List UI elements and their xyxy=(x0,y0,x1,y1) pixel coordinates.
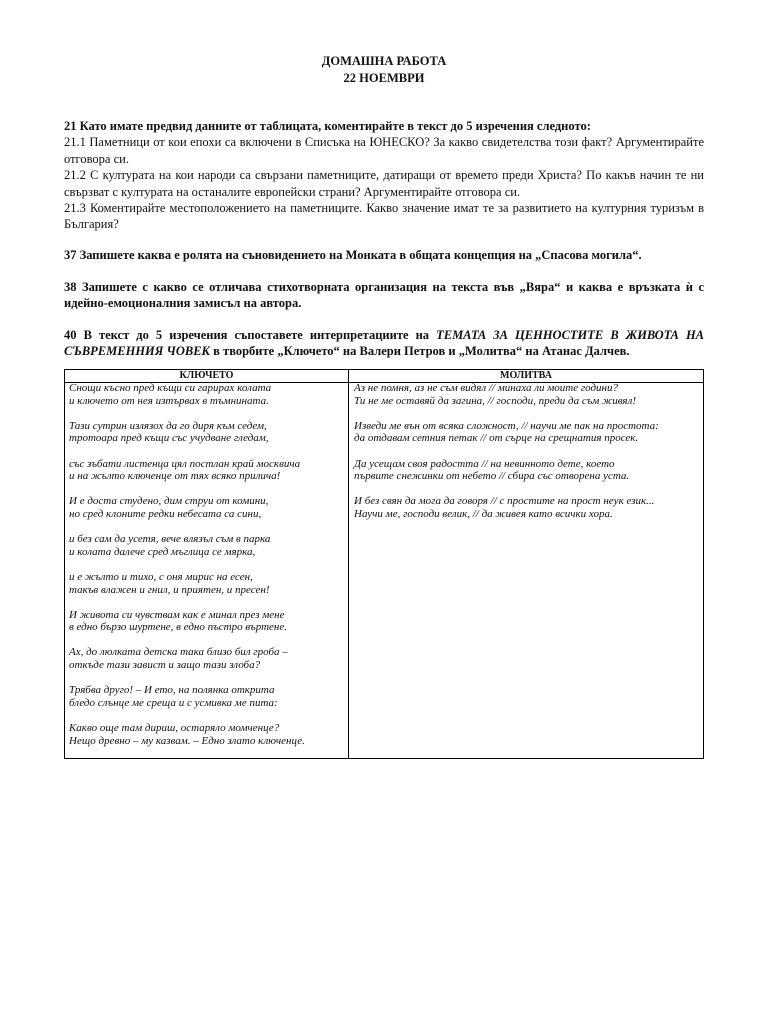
klyucheto-line: и без сам да усетя, вече влязъл съм в парка xyxy=(69,533,271,546)
column-header-klyucheto: КЛЮЧЕТО xyxy=(179,370,234,381)
klyucheto-line: и е жълто и тихо, с оня мирис на есен, xyxy=(69,570,253,583)
klyucheto-line: Ах, до люлката детска така близо бил гроба – xyxy=(69,646,288,659)
question-40-topic: ТЕМАТА ЗА ЦЕННОСТИТЕ В ЖИВОТА НА СЪВРЕМЕННИЯ ЧОВЕК xyxy=(64,328,705,359)
molitva-stanza xyxy=(354,420,699,445)
molitva-stanza xyxy=(354,458,699,483)
klyucheto-stanza xyxy=(69,420,345,445)
klyucheto-line: Нещо древно – му казвам. – Едно злато ключенце. xyxy=(69,734,305,747)
klyucheto-line: и ключето от нея изтървах в тъмнината. xyxy=(69,394,269,407)
molitva-line: Научи ме, господи велик, // да живея като всички хора. xyxy=(354,507,613,520)
klyucheto-line: и на жълто ключенце от тях всяко прилича! xyxy=(69,470,281,483)
klyucheto-stanza xyxy=(69,382,345,407)
klyucheto-stanza xyxy=(69,458,345,483)
poem-klyucheto-text xyxy=(69,382,345,760)
klyucheto-line: със зъбати листенца цял постлан край москвича xyxy=(69,457,301,470)
klyucheto-line: откъде тази завист и защо тази злоба? xyxy=(69,659,261,672)
molitva-line: да отдавам сетния петак // от сърце на срещнатия просек. xyxy=(354,432,639,445)
poem-molitva-text xyxy=(354,382,699,533)
klyucheto-line: И е доста студено, дим струи от комини, xyxy=(69,495,269,508)
molitva-line: първите снежинки от небето // сбира със отворена уста. xyxy=(354,470,630,483)
klyucheto-line: Тази сутрин излязох да го диря към седем, xyxy=(69,419,267,432)
question-21 xyxy=(64,118,704,233)
question-21-1: 21.1 Паметници от кои епохи са включени в Списъка на ЮНЕСКО? За какво свидетелства този факт? Аргументирайте отговора си. xyxy=(64,135,704,166)
molitva-stanza xyxy=(354,382,699,407)
klyucheto-stanza xyxy=(69,495,345,520)
question-40-suffix: в творбите „Ключето“ на Валери Петров и „Молитва“ на Атанас Далчев. xyxy=(210,344,630,359)
klyucheto-stanza xyxy=(69,533,345,558)
molitva-line: Да усещам своя радостта // на невинното дете, което xyxy=(354,457,615,470)
klyucheto-line: Снощи късно пред къщи си гарирах колата xyxy=(69,382,272,394)
klyucheto-stanza xyxy=(69,684,345,709)
klyucheto-line: И живота си чувствам как е минал през мене xyxy=(69,608,285,621)
klyucheto-stanza xyxy=(69,722,345,747)
klyucheto-line: в едно бързо шуртене, в едно пъстро въртене. xyxy=(69,621,287,634)
klyucheto-stanza xyxy=(69,646,345,671)
klyucheto-stanza xyxy=(69,571,345,596)
klyucheto-line: бледо слънце ме среща и с усмивка ме пита: xyxy=(69,696,278,709)
question-21-2: 21.2 С културата на кои народи са свързани паметниците, датиращи от времето преди Христа? По какъв начин те ни свързват с културата на останалите европейски страни? Аргументирайте отговора си. xyxy=(64,168,704,199)
molitva-stanza xyxy=(354,495,699,520)
question-38: 38 Запишете с какво се отличава стихотворната организация на текста във „Вяра“ и каква е връзката ѝ с идейно-емоционалния замисъл на автора. xyxy=(64,280,704,311)
molitva-line: Ти не ме оставяй да загина, // господи, преди да съм живял! xyxy=(354,394,636,407)
question-40 xyxy=(64,327,704,360)
question-21-3: 21.3 Коментирайте местоположението на паметниците. Какво значение имат те за развитието на културния туризъм в България? xyxy=(64,201,704,232)
klyucheto-line: но сред клоните редки небесата са сини, xyxy=(69,507,262,520)
question-40-prefix: 40 В текст до 5 изречения съпоставете интерпретациите на xyxy=(64,328,437,342)
poems-table xyxy=(64,369,704,759)
column-divider xyxy=(348,370,349,758)
column-header-molitva: МОЛИТВА xyxy=(500,370,552,381)
klyucheto-stanza xyxy=(69,609,345,634)
klyucheto-line: такъв влажен и гнил, и приятен, и пресен! xyxy=(69,583,270,596)
question-21-heading: 21 Като имате предвид данните от таблицата, коментирайте в текст до 5 изречения следното: xyxy=(64,119,591,133)
klyucheto-line: и колата далече сред мъглица се мярка, xyxy=(69,545,256,558)
document-date: 22 НОЕМВРИ xyxy=(343,71,425,85)
molitva-line: И без свян да мога да говоря // с простите на прост неук език... xyxy=(354,495,655,508)
molitva-line: Изведи ме вън от всяка сложност, // научи ме пак на простота: xyxy=(354,419,659,432)
klyucheto-line: Трябва друго! – И ето, на полянка открита xyxy=(69,684,275,697)
molitva-line: Аз не помня, аз не съм видял // минаха ли моите години? xyxy=(354,382,619,394)
document-title: ДОМАШНА РАБОТА xyxy=(321,54,447,68)
question-37: 37 Запишете каква е ролята на съновидението на Монката в общата концепция на „Спасова могила“. xyxy=(64,248,642,262)
klyucheto-line: Какво още там дириш, остаряло момченце? xyxy=(69,722,280,735)
klyucheto-line: тротоара пред къщи със учудване гледам, xyxy=(69,432,269,445)
